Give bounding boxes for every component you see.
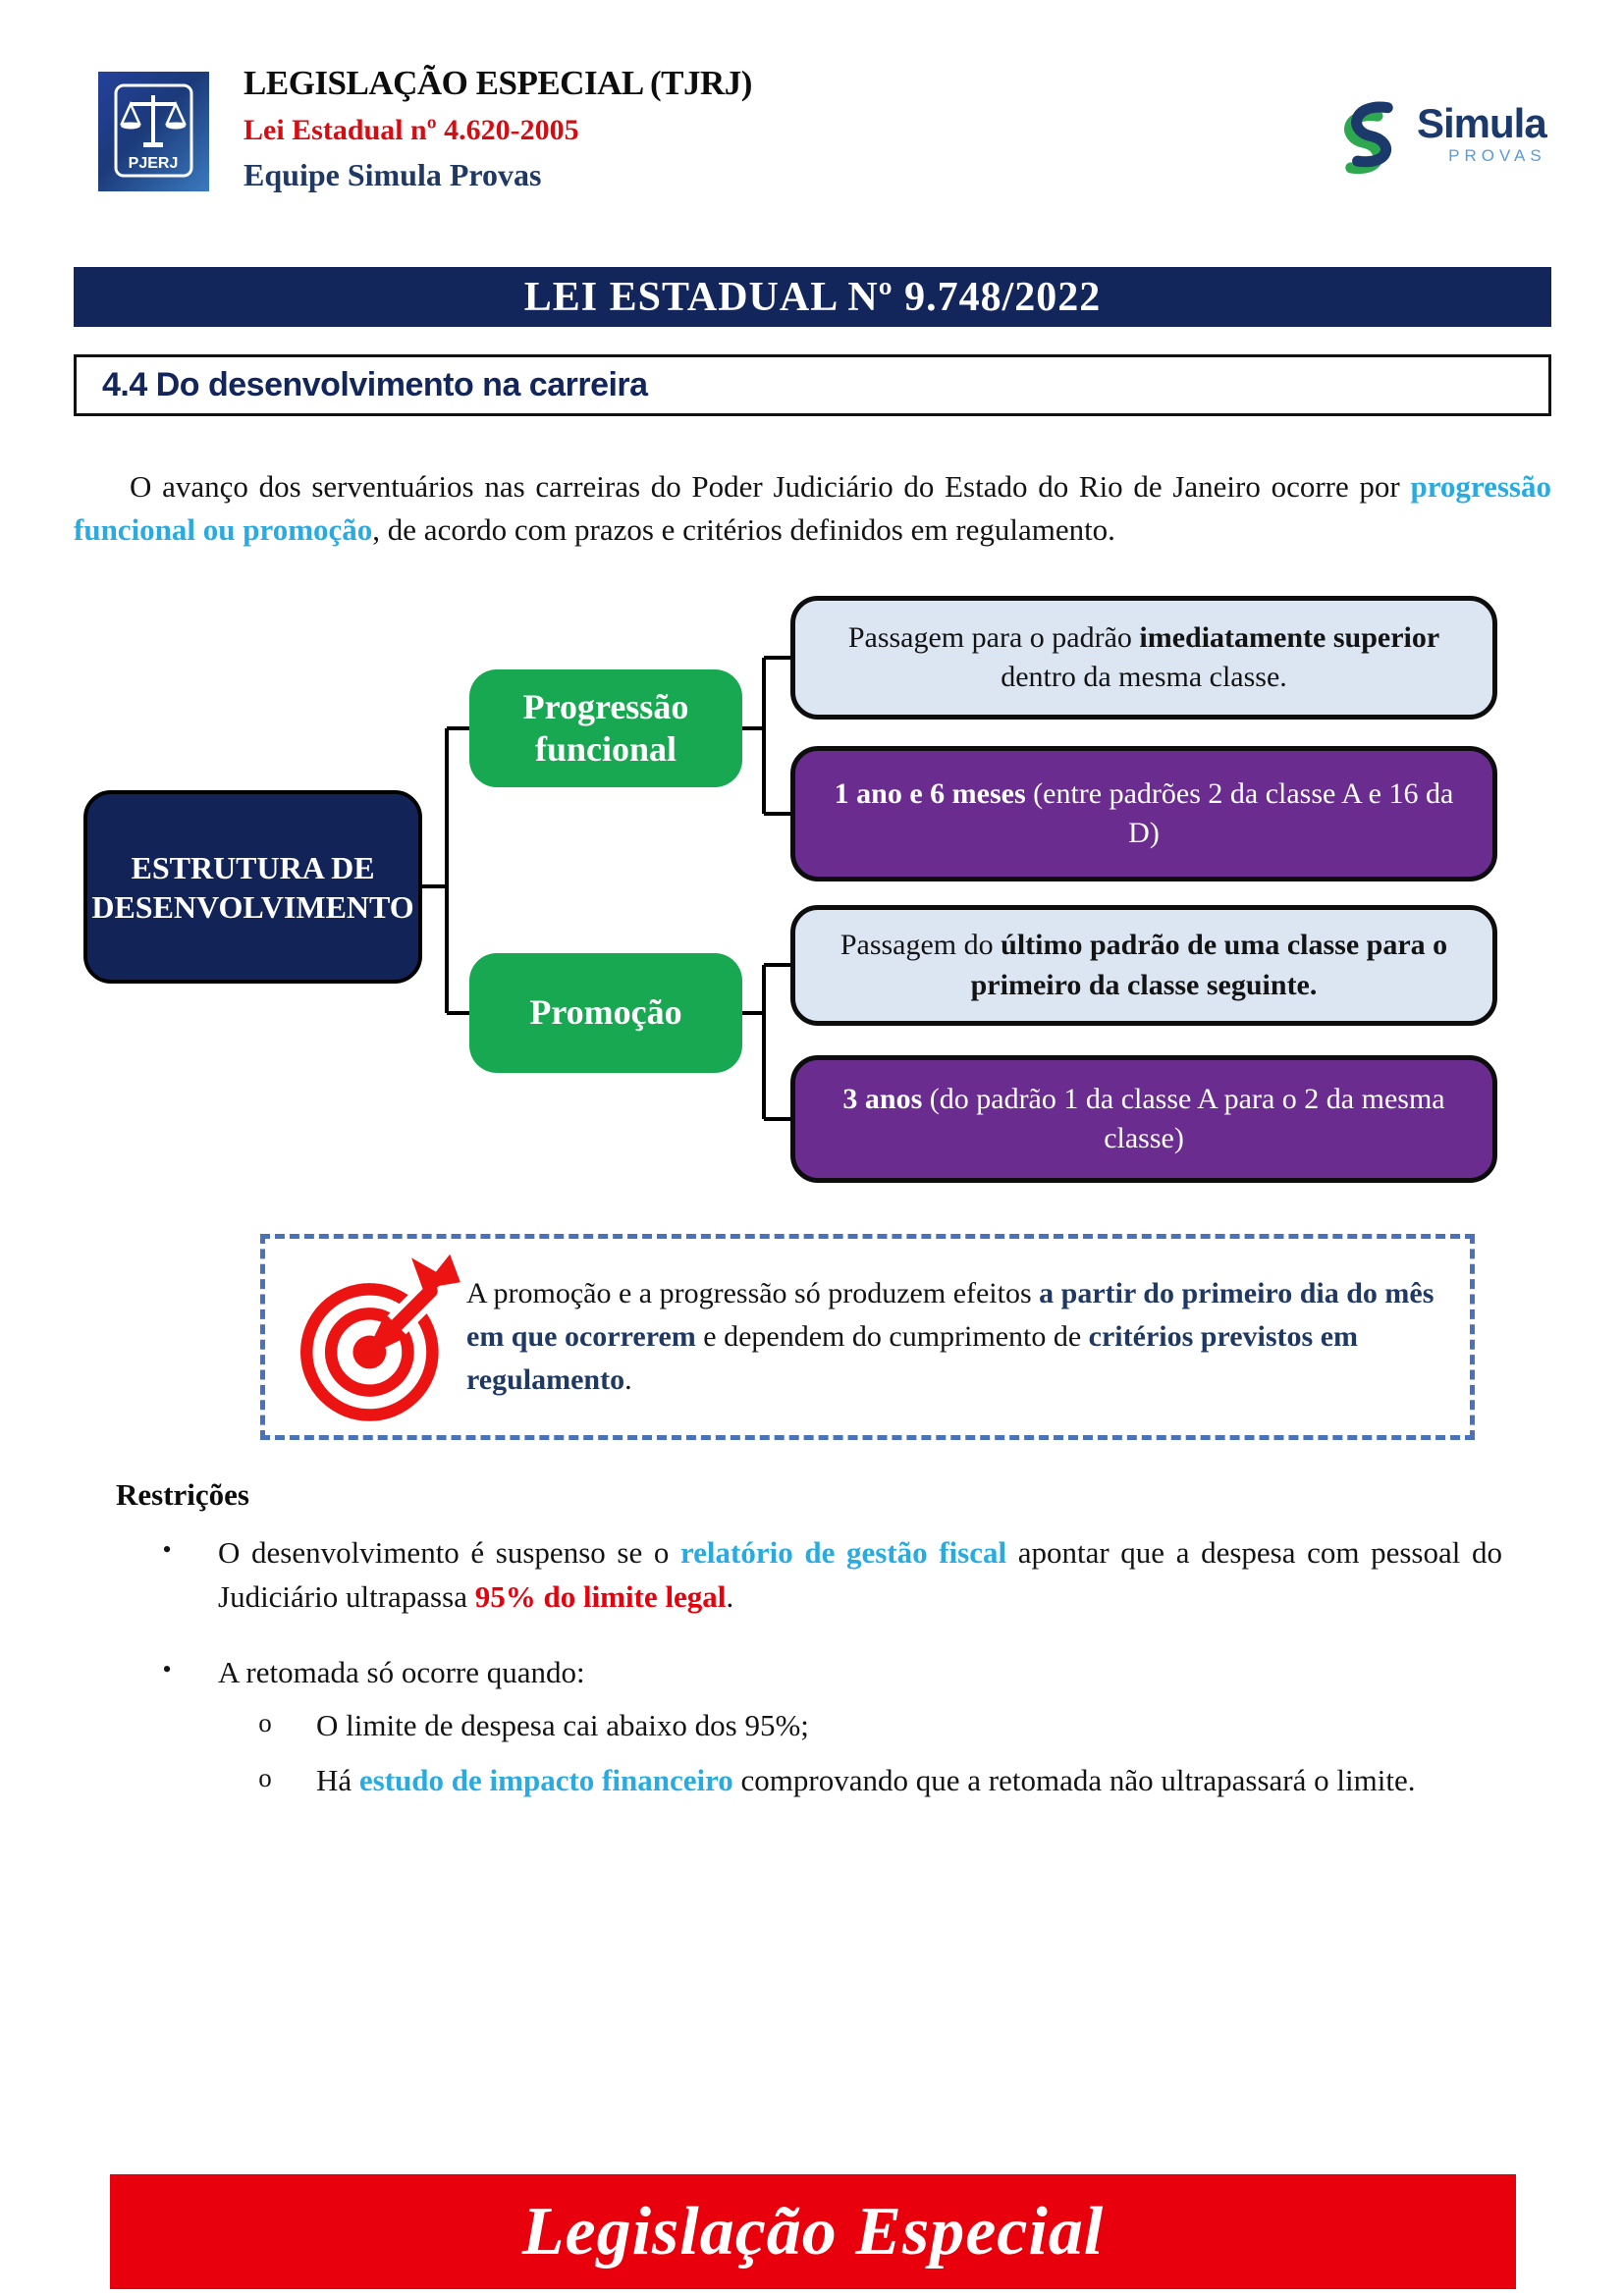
diagram-leaf-promocao-descricao [790, 905, 1497, 1026]
header-title: LEGISLAÇÃO ESPECIAL (TJRJ) [244, 64, 752, 102]
leaf-time-rest: (do padrão 1 da classe A para o 2 da mesma classe) [922, 1082, 1445, 1154]
leaf-text: Passagem do [839, 929, 1001, 961]
bullet-icon: • [162, 1535, 172, 1564]
leaf-time-bold: 3 anos [842, 1082, 923, 1115]
sub2-highlight-cyan: estudo de impacto financeiro [358, 1763, 733, 1797]
bullet-icon: • [162, 1655, 172, 1683]
diagram-root-node [83, 790, 422, 984]
callout-bold-1: a partir do primeiro dia do mês em que ocorrerem [466, 1276, 1435, 1353]
item1-highlight-red: 95% do limite legal [474, 1578, 727, 1614]
leaf-text: dentro da mesma classe. [1001, 661, 1287, 693]
header-law-reference: Lei Estadual nº 4.620-2005 [244, 114, 579, 146]
target-icon [293, 1253, 467, 1427]
simula-brand-sub: PROVAS [1448, 146, 1546, 165]
intro-pre: O avanço dos serventuários nas carreiras do Poder Judiciário do Estado do Rio de Janeiro ocorre por [130, 469, 1411, 504]
sub-bullet-icon: o [258, 1708, 272, 1737]
header-text-block [244, 59, 1127, 197]
scales-of-justice-icon [98, 72, 209, 191]
simula-brand-name: Simula [1417, 100, 1546, 146]
item2-text: A retomada só ocorre quando: [218, 1655, 585, 1689]
sub2-post: comprovando que a retomada não ultrapassará o limite. [732, 1763, 1416, 1797]
diagram-leaf-progressao-descricao [790, 596, 1497, 720]
callout-end: . [624, 1363, 632, 1397]
footer-banner-text: Legislação Especial [521, 2193, 1105, 2269]
branch-promocao-label: Promoção [529, 992, 682, 1033]
restriction-item-retomada [116, 1651, 1502, 1695]
item1-highlight-cyan: relatório de gestão fiscal [679, 1535, 1007, 1570]
leaf-time-rest: (entre padrões 2 da classe A e 16 da D) [1025, 776, 1454, 849]
law-title-text: LEI ESTADUAL Nº 9.748/2022 [523, 274, 1102, 320]
sub-bullet-icon: o [258, 1763, 272, 1792]
intro-post: , de acordo com prazos e critérios definidos em regulamento. [372, 512, 1115, 548]
sub2-pre: Há [316, 1763, 359, 1797]
intro-paragraph [74, 465, 1551, 552]
intro-highlight: progressão funcional ou promoção [74, 469, 1551, 548]
callout-text [466, 1239, 1448, 1435]
branch-progressao-label: Progressão funcional [522, 686, 689, 769]
leaf-text: Passagem para o padrão [847, 620, 1140, 654]
restriction-item-suspensao [116, 1531, 1502, 1620]
callout-bold-2: critérios previstos em regulamento [466, 1319, 1359, 1397]
highlight-callout [260, 1234, 1475, 1440]
leaf-text-bold: imediatamente superior [1139, 620, 1440, 654]
section-title-text: 4.4 Do desenvolvimento na carreira [102, 366, 648, 403]
header-team: Equipe Simula Provas [244, 157, 542, 192]
footer-banner [110, 2174, 1516, 2289]
restriction-subitem-limite [214, 1704, 1502, 1748]
callout-mid: e dependem do cumprimento de [695, 1319, 1089, 1353]
pjerj-logo [98, 72, 209, 191]
diagram-leaf-progressao-prazo [790, 746, 1497, 881]
development-structure-diagram [0, 579, 1624, 1207]
diagram-leaf-promocao-prazo [790, 1055, 1497, 1183]
section-header [74, 354, 1551, 416]
callout-pre: A promoção e a progressão só produzem efeitos [466, 1276, 1040, 1309]
law-title-banner [74, 267, 1551, 327]
item1-end: . [726, 1578, 734, 1614]
simula-logo [1327, 90, 1546, 188]
item1-mid: apontar que a despesa com pessoal do Judiciário ultrapassa [218, 1535, 1502, 1614]
diagram-root-label: ESTRUTURA DE DESENVOLVIMENTO [91, 849, 414, 925]
leaf-time-bold: 1 ano e 6 meses [834, 776, 1026, 810]
restrictions-heading: Restrições [116, 1477, 249, 1512]
leaf-text-bold: último padrão de uma classe para o primeiro da classe seguinte. [970, 929, 1448, 1001]
simula-s-icon [1327, 90, 1411, 188]
restriction-subitem-estudo [214, 1759, 1502, 1803]
item1-pre: O desenvolvimento é suspenso se o [218, 1535, 680, 1570]
diagram-branch-promocao [469, 953, 742, 1073]
pjerj-label: PJERJ [128, 155, 179, 172]
sub1-text: O limite de despesa cai abaixo dos 95%; [316, 1708, 809, 1742]
diagram-branch-progressao [469, 669, 742, 787]
